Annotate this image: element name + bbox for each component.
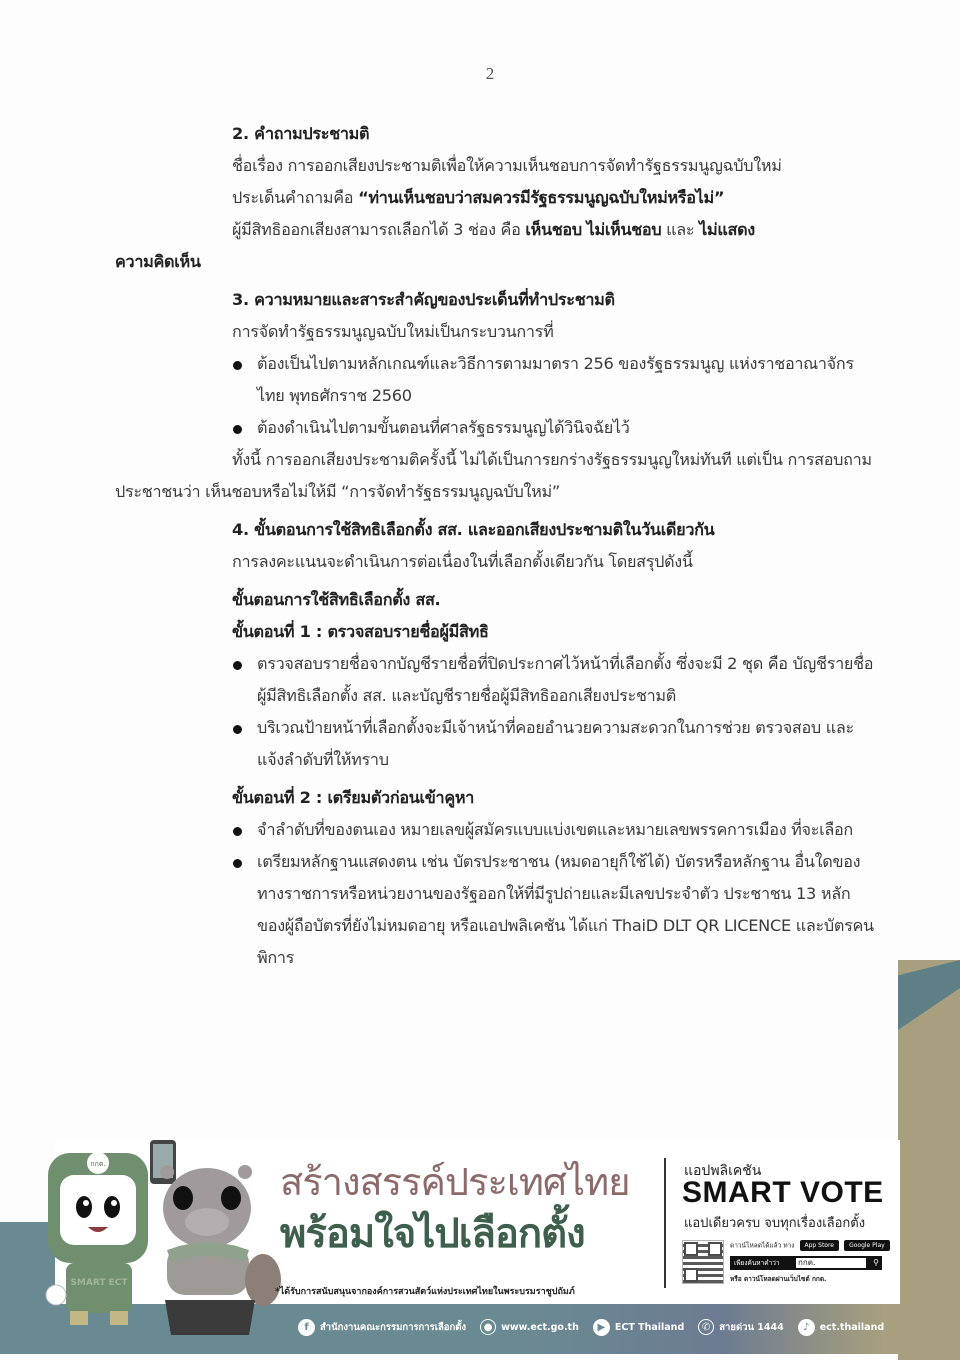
support-note: *ได้รับการสนับสนุนจากองค์การสวนสัตว์แห่งประเทศไทยในพระบรมราชูปถัมภ์	[275, 1287, 575, 1297]
section3-heading: 3. ความหมายและสาระสำคัญของประเด็นที่ทำประชามติ	[232, 290, 615, 309]
step1-title: ขั้นตอนที่ 1 : ตรวจสอบรายชื่อผู้มีสิทธิ	[232, 622, 489, 641]
google-play-button[interactable]: Google Play	[844, 1240, 890, 1251]
choice-no-opinion-cont: ความคิดเห็น	[115, 252, 201, 271]
download-row: ดาวน์โหลดได้แล้ว ทาง App Store Google Play	[730, 1240, 890, 1251]
tiktok-link[interactable]: ♪ ect.thailand	[798, 1319, 884, 1336]
search-term: กกต.	[796, 1258, 866, 1268]
app-tagline: แอปเดียวครบ จบทุกเรื่องเลือกตั้ง	[684, 1216, 866, 1231]
bullet-icon	[233, 859, 242, 868]
page-number: 2	[485, 64, 495, 83]
section3-bullet: ต้องเป็นไปตามหลักเกณฑ์และวิธีการตามมาตรา 256 ของรัฐธรรมนูญ แห่งราชอาณาจักรไทย พุทธศักราช 2560	[115, 348, 875, 412]
section4-subheading: ขั้นตอนการใช้สิทธิเลือกตั้ง สส.	[232, 590, 441, 609]
step2-bullet: เตรียมหลักฐานแสดงตน เช่น บัตรประชาชน (หมดอายุก็ใช้ได้) บัตรหรือหลักฐาน อื่นใดของทางราชการหรือหน่วยงานของรัฐออกให้ที่มีรูปถ่ายและมีเลขประจำตัว ประชาชน 13 หลัก ของผู้ถือบัตรที่ยังไม่หมดอายุ หรือแอปพลิเคชัน ได้แก่ ThaiD DLT QR LICENCE และบัตรคนพิการ	[115, 846, 875, 974]
youtube-link[interactable]: ▶ ECT Thailand	[593, 1319, 684, 1336]
hotline-link[interactable]: ✆ สายด่วน 1444	[698, 1319, 783, 1335]
section3-note: ทั้งนี้ การออกเสียงประชามติครั้งนี้ ไม่ได้เป็นการยกร่างรัฐธรรมนูญใหม่ทันที แต่เป็น การสอบถามประชาชนว่า เห็นชอบหรือไม่ให้มี “การจัดทำรัฐธรรมนูญฉบับใหม่”	[115, 450, 872, 501]
app-name: SMART VOTE	[682, 1176, 884, 1209]
play-icon: ▶	[593, 1319, 610, 1336]
bullet-icon	[233, 827, 242, 836]
svg-text:กกต.: กกต.	[90, 1160, 106, 1168]
app-search-bar: เพียงค้นหาคำว่า กกต. ⚲	[730, 1256, 882, 1270]
choice-disapprove: ไม่เห็นชอบ	[586, 220, 662, 239]
slogan-line-1: สร้างสรรค์ประเทศไทย	[280, 1160, 630, 1204]
svg-text:SMART ECT: SMART ECT	[70, 1278, 128, 1288]
step2-bullet: จำลำดับที่ของตนเอง หมายเลขผู้สมัครแบบแบ่งเขตและหมายเลขพรรคการเมือง ที่จะเลือก	[115, 814, 875, 846]
section3-intro: การจัดทำรัฐธรรมนูญฉบับใหม่เป็นกระบวนการที่	[232, 322, 554, 341]
divider	[664, 1158, 666, 1288]
section2-question	[115, 182, 875, 214]
globe-icon: ●	[480, 1319, 496, 1335]
facebook-icon: f	[298, 1319, 315, 1336]
qr-code-icon[interactable]	[682, 1240, 724, 1284]
footer-links	[298, 1316, 890, 1338]
website-download-note: หรือ ดาวน์โหลดผ่านเว็บไซต์ กกต.	[730, 1275, 827, 1283]
facebook-link[interactable]: f สำนักงานคณะกรรมการการเลือกตั้ง	[298, 1319, 466, 1336]
section2-choices	[115, 214, 875, 246]
choice-no-opinion: ไม่แสดง	[699, 220, 755, 239]
phone-icon: ✆	[698, 1319, 714, 1335]
section4-heading: 4. ขั้นตอนการใช้สิทธิเลือกตั้ง สส. และออกเสียงประชามติในวันเดียวกัน	[232, 520, 715, 539]
step2-title: ขั้นตอนที่ 2 : เตรียมตัวก่อนเข้าคูหา	[232, 788, 475, 807]
section2-subject: ชื่อเรื่อง การออกเสียงประชามติเพื่อให้ความเห็นชอบการจัดทำรัฐธรรมนูญฉบับใหม่	[232, 156, 782, 175]
step1-bullet: บริเวณป้ายหน้าที่เลือกตั้งจะมีเจ้าหน้าที่คอยอำนวยความสะดวกในการช่วย ตรวจสอบ และแจ้งลำดับที่ให้ทราบ	[115, 712, 875, 776]
section4-intro: การลงคะแนนจะดำเนินการต่อเนื่องในที่เลือกตั้งเดียวกัน โดยสรุปดังนี้	[232, 552, 693, 571]
document-body	[115, 118, 875, 974]
bullet-icon	[233, 425, 242, 434]
question-prefix: ประเด็นคำถามคือ	[232, 188, 359, 207]
choice-approve: เห็นชอบ	[525, 220, 582, 239]
app-label: แอปพลิเคชัน	[684, 1163, 762, 1179]
section2-heading: 2. คำถามประชามติ	[232, 124, 370, 143]
bullet-icon	[233, 361, 242, 370]
bullet-icon	[233, 725, 242, 734]
website-link[interactable]: ● www.ect.go.th	[480, 1319, 579, 1335]
app-store-button[interactable]: App Store	[800, 1240, 840, 1251]
search-icon: ⚲	[873, 1258, 879, 1267]
tiktok-icon: ♪	[798, 1319, 815, 1336]
question-text: “ท่านเห็นชอบว่าสมควรมีรัฐธรรมนูญฉบับใหม่หรือไม่”	[358, 188, 725, 207]
mascot-hippo-icon	[145, 1150, 285, 1335]
step1-bullet: ตรวจสอบรายชื่อจากบัญชีรายชื่อที่ปิดประกาศไว้หน้าที่เลือกตั้ง ซึ่งจะมี 2 ชุด คือ บัญชีรายชื่อผู้มีสิทธิเลือกตั้ง สส. และบัญชีรายชื่อผู้มีสิทธิออกเสียงประชามติ	[115, 648, 875, 712]
section3-bullet: ต้องดำเนินไปตามขั้นตอนที่ศาลรัฐธรรมนูญได้วินิจฉัยไว้	[115, 412, 875, 444]
choices-and: และ	[661, 220, 700, 239]
slogan-line-2: พร้อมใจไปเลือกตั้ง	[280, 1211, 585, 1257]
bullet-icon	[233, 661, 242, 670]
choices-prefix: ผู้มีสิทธิออกเสียงสามารถเลือกได้ 3 ช่อง คือ	[232, 220, 526, 239]
